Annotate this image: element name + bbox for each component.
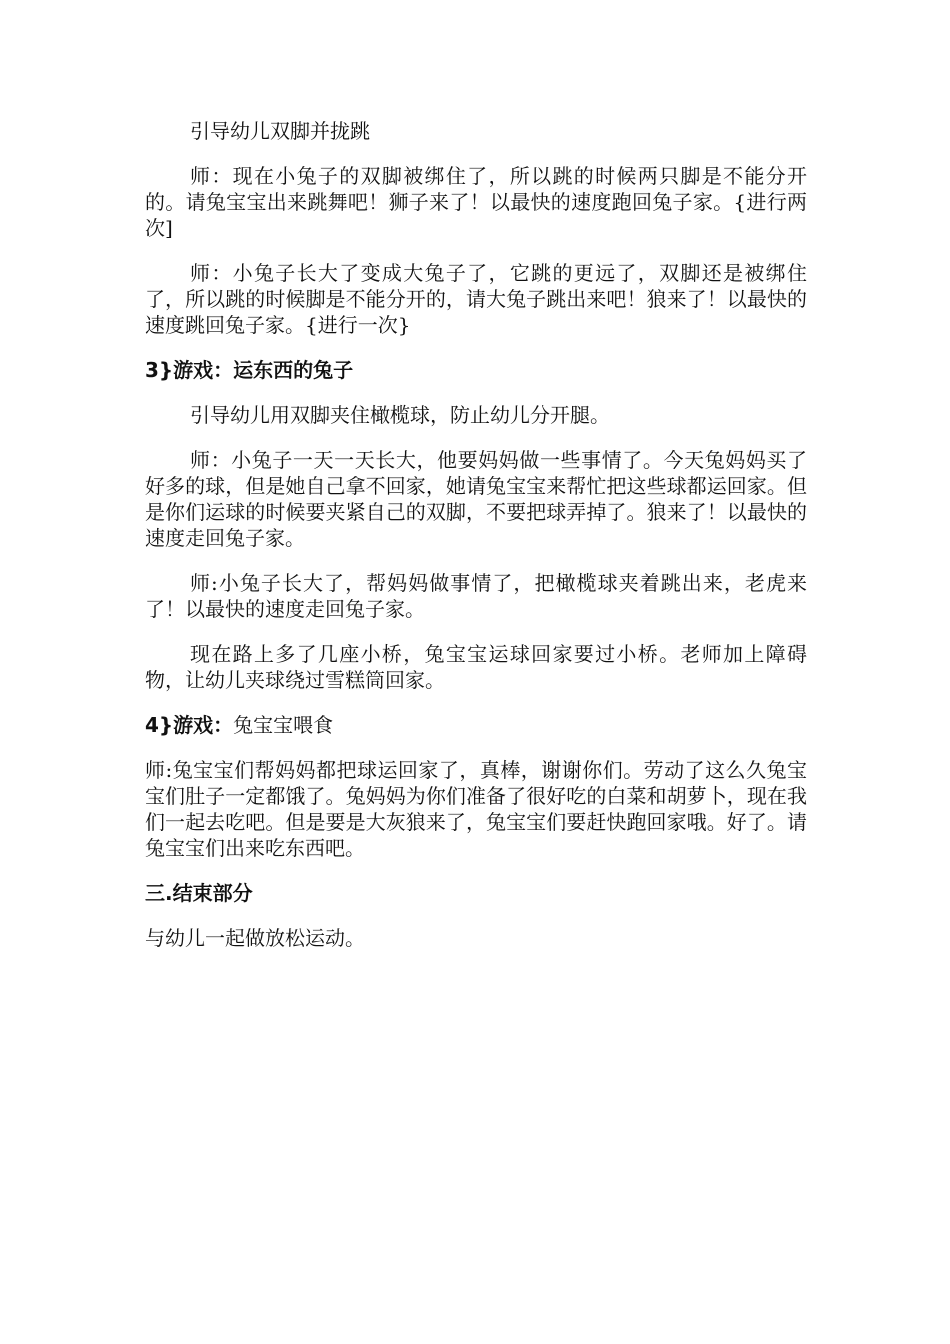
paragraph-relax: 与幼儿一起做放松运动。 (145, 926, 365, 950)
section-heading-3 (145, 357, 807, 383)
paragraph-teacher-lines-4: 师:小兔子长大了，帮妈妈做事情了，把橄榄球夹着跳出来，老虎来了！以最快的速度走回兔子家。 (145, 571, 807, 621)
section-heading-4 (145, 712, 807, 738)
document-body (145, 118, 807, 970)
paragraph-teacher-lines-2: 师：小兔子长大了变成大兔子了，它跳的更远了，双脚还是被绑住了，所以跳的时候脚是不能分开的，请大兔子跳出来吧！狼来了！以最快的速度跳回兔子家。{进行一次} (145, 261, 807, 337)
section-title: 三.结束部分 (145, 881, 253, 905)
section-number: 4} (145, 713, 174, 737)
paragraph-teacher-lines-3: 师：小兔子一天一天长大，他要妈妈做一些事情了。今天兔妈妈买了好多的球，但是她自己拿不回家，她请兔宝宝来帮忙把这些球都运回家。但是你们运球的时候要夹紧自己的双脚，不要把球弄掉了。狼来了！以最快的速度走回兔子家。 (145, 448, 807, 550)
paragraph-teacher-lines-5: 师:兔宝宝们帮妈妈都把球运回家了，真棒，谢谢你们。劳动了这么久兔宝宝们肚子一定都饿了。兔妈妈为你们准备了很好吃的白菜和胡萝卜，现在我们一起去吃吧。但是要是大灰狼来了，兔宝宝们要赶快跑回家哦。好了。请兔宝宝们出来吃东西吧。 (145, 758, 807, 860)
section-title-normal: 兔宝宝喂食 (233, 713, 334, 737)
section-heading-end (145, 880, 807, 906)
section-title: 游戏：运东西的兔子 (173, 358, 354, 382)
paragraph-guide-ball: 引导幼儿用双脚夹住橄榄球，防止幼儿分开腿。 (190, 403, 610, 427)
paragraph-bridge: 现在路上多了几座小桥，兔宝宝运球回家要过小桥。老师加上障碍物，让幼儿夹球绕过雪糕筒回家。 (145, 642, 807, 692)
section-title-bold: 游戏： (173, 713, 234, 737)
paragraph-guide-jump: 引导幼儿双脚并拢跳 (190, 119, 370, 143)
section-number: 3} (145, 358, 174, 382)
paragraph-teacher-lines-1: 师：现在小兔子的双脚被绑住了，所以跳的时候两只脚是不能分开的。请兔宝宝出来跳舞吧！狮子来了！以最快的速度跑回兔子家。{进行两次] (145, 164, 807, 240)
